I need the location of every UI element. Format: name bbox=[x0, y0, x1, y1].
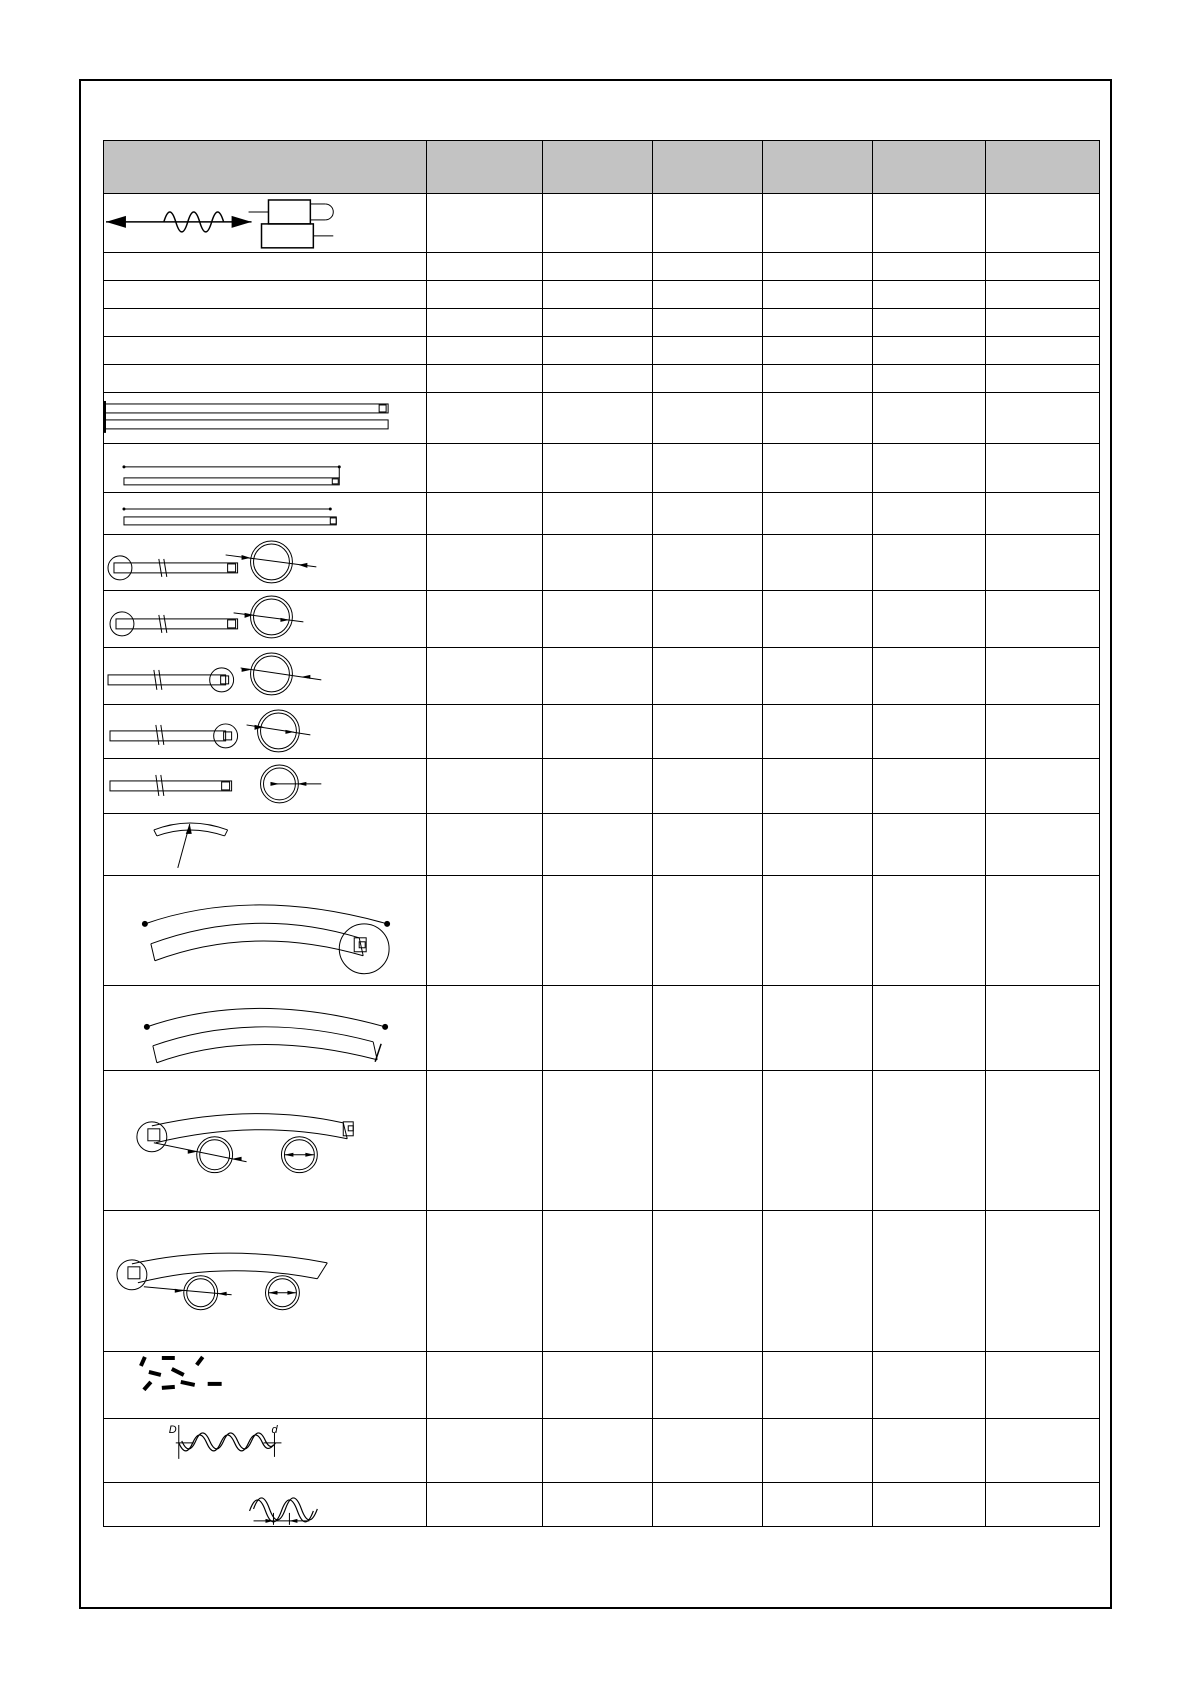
table-cell bbox=[873, 308, 986, 336]
table-cell bbox=[543, 392, 653, 443]
drawing-cell bbox=[104, 443, 427, 492]
table-cell bbox=[543, 591, 653, 648]
tube-left-detail-ring-2-icon bbox=[104, 591, 426, 647]
table-cell bbox=[427, 876, 543, 986]
table-cell bbox=[986, 492, 1100, 535]
table-cell bbox=[653, 876, 763, 986]
table-cell bbox=[763, 876, 873, 986]
table-cell bbox=[543, 814, 653, 876]
table-cell bbox=[873, 492, 986, 535]
table-cell bbox=[763, 492, 873, 535]
table-cell bbox=[653, 308, 763, 336]
table-cell bbox=[104, 280, 427, 308]
table-cell bbox=[873, 648, 986, 705]
tube-right-detail-ring-2-icon bbox=[104, 705, 426, 758]
table-row bbox=[104, 492, 1100, 535]
table-cell bbox=[427, 704, 543, 758]
table-cell bbox=[653, 985, 763, 1070]
table-cell bbox=[763, 704, 873, 758]
table-cell bbox=[763, 648, 873, 705]
table-cell bbox=[763, 443, 873, 492]
table-cell bbox=[873, 336, 986, 364]
table-cell bbox=[653, 492, 763, 535]
table-cell bbox=[873, 1351, 986, 1418]
table-cell bbox=[427, 252, 543, 280]
table-cell bbox=[543, 985, 653, 1070]
table-row bbox=[104, 1211, 1100, 1352]
table-row bbox=[104, 194, 1100, 253]
table-row bbox=[104, 336, 1100, 364]
coil-spring-dimension-icon bbox=[104, 1419, 426, 1483]
table-cell bbox=[543, 1211, 653, 1352]
table-row bbox=[104, 814, 1100, 876]
header-cell bbox=[653, 141, 763, 194]
table-cell bbox=[986, 1483, 1100, 1527]
table-cell bbox=[653, 364, 763, 392]
table-cell bbox=[653, 648, 763, 705]
table-cell bbox=[653, 336, 763, 364]
table-row bbox=[104, 648, 1100, 705]
drawing-cell bbox=[104, 814, 427, 876]
table-row bbox=[104, 392, 1100, 443]
header-cell bbox=[873, 141, 986, 194]
table-cell bbox=[427, 1483, 543, 1527]
arc-segment-icon bbox=[104, 814, 426, 875]
table-cell bbox=[543, 1070, 653, 1211]
table-row bbox=[104, 591, 1100, 648]
table-row bbox=[104, 252, 1100, 280]
table-cell bbox=[427, 492, 543, 535]
table-cell bbox=[763, 364, 873, 392]
table-cell bbox=[427, 648, 543, 705]
table-row bbox=[104, 1070, 1100, 1211]
table-cell bbox=[653, 392, 763, 443]
table-cell bbox=[543, 336, 653, 364]
drawing-cell bbox=[104, 1483, 427, 1527]
table-cell bbox=[427, 308, 543, 336]
drawing-cell bbox=[104, 648, 427, 705]
header-cell bbox=[986, 141, 1100, 194]
table-cell bbox=[873, 364, 986, 392]
table-cell bbox=[873, 1483, 986, 1527]
short-fragments-icon bbox=[104, 1352, 426, 1418]
table-cell bbox=[986, 591, 1100, 648]
table-cell bbox=[653, 194, 763, 253]
table-cell bbox=[763, 252, 873, 280]
table-cell bbox=[653, 704, 763, 758]
table-cell bbox=[873, 1070, 986, 1211]
table-cell bbox=[653, 1070, 763, 1211]
table-cell bbox=[653, 814, 763, 876]
drawing-cell bbox=[104, 591, 427, 648]
table-cell bbox=[873, 443, 986, 492]
table-cell bbox=[543, 308, 653, 336]
table-row bbox=[104, 1418, 1100, 1483]
table-cell bbox=[104, 308, 427, 336]
table-cell bbox=[543, 1351, 653, 1418]
table-row bbox=[104, 443, 1100, 492]
table-cell bbox=[763, 1070, 873, 1211]
table-cell bbox=[427, 1351, 543, 1418]
table-cell bbox=[543, 648, 653, 705]
table-cell bbox=[653, 1351, 763, 1418]
table-cell bbox=[986, 1351, 1100, 1418]
spring-pitch-icon bbox=[104, 1483, 426, 1526]
drawing-cell bbox=[104, 1418, 427, 1483]
table-cell bbox=[104, 336, 427, 364]
curved-tube-with-detail-icon bbox=[104, 876, 426, 985]
dimensioned-straight-tube-2-icon bbox=[104, 493, 426, 535]
table-cell bbox=[986, 336, 1100, 364]
table-cell bbox=[986, 443, 1100, 492]
table-cell bbox=[763, 194, 873, 253]
tube-left-detail-ring-icon bbox=[104, 535, 426, 590]
table-cell bbox=[873, 280, 986, 308]
table-cell bbox=[427, 591, 543, 648]
table-cell bbox=[427, 443, 543, 492]
table-cell bbox=[653, 591, 763, 648]
table-cell bbox=[986, 308, 1100, 336]
table-cell bbox=[986, 280, 1100, 308]
table-cell bbox=[986, 1418, 1100, 1483]
table-cell bbox=[763, 758, 873, 814]
header-cell bbox=[543, 141, 653, 194]
tube-right-detail-ring-icon bbox=[104, 648, 426, 704]
table-header-row bbox=[104, 141, 1100, 194]
table-cell bbox=[873, 252, 986, 280]
table-cell bbox=[543, 1418, 653, 1483]
curved-tube-rings-2-icon bbox=[104, 1211, 426, 1351]
table-row bbox=[104, 704, 1100, 758]
table-cell bbox=[653, 252, 763, 280]
table-row bbox=[104, 1483, 1100, 1527]
table-cell bbox=[427, 336, 543, 364]
table-cell bbox=[986, 758, 1100, 814]
table-cell bbox=[986, 876, 1100, 986]
table-cell bbox=[653, 758, 763, 814]
table-row bbox=[104, 876, 1100, 986]
table-cell bbox=[763, 1351, 873, 1418]
table-cell bbox=[763, 392, 873, 443]
table-cell bbox=[763, 336, 873, 364]
table-cell bbox=[986, 252, 1100, 280]
table-cell bbox=[427, 364, 543, 392]
table-cell bbox=[653, 1483, 763, 1527]
table-cell bbox=[873, 392, 986, 443]
spring-and-connector-icon bbox=[104, 194, 426, 252]
table-cell bbox=[543, 443, 653, 492]
table-cell bbox=[653, 443, 763, 492]
table-cell bbox=[653, 280, 763, 308]
table-cell bbox=[763, 1418, 873, 1483]
drawing-cell bbox=[104, 985, 427, 1070]
table-cell bbox=[543, 492, 653, 535]
table-cell bbox=[427, 1070, 543, 1211]
tube-with-small-ring-icon bbox=[104, 759, 426, 814]
table-cell bbox=[986, 1211, 1100, 1352]
two-long-straight-tubes-icon bbox=[104, 393, 426, 443]
table-cell bbox=[543, 535, 653, 591]
table-cell bbox=[543, 1483, 653, 1527]
curved-tube-rings-icon bbox=[104, 1071, 426, 1211]
table-cell bbox=[427, 392, 543, 443]
table-cell bbox=[763, 591, 873, 648]
table-cell bbox=[873, 814, 986, 876]
table-cell bbox=[986, 814, 1100, 876]
table-cell bbox=[986, 392, 1100, 443]
drawing-cell bbox=[104, 876, 427, 986]
table-cell bbox=[543, 194, 653, 253]
table-row bbox=[104, 535, 1100, 591]
table-row bbox=[104, 1351, 1100, 1418]
drawing-cell bbox=[104, 535, 427, 591]
table-cell bbox=[986, 1070, 1100, 1211]
table-cell bbox=[763, 1483, 873, 1527]
table-cell bbox=[543, 280, 653, 308]
header-cell bbox=[104, 141, 427, 194]
table-cell bbox=[763, 985, 873, 1070]
table-cell bbox=[763, 814, 873, 876]
table-row bbox=[104, 985, 1100, 1070]
table-cell bbox=[873, 758, 986, 814]
table-cell bbox=[427, 985, 543, 1070]
table-cell bbox=[653, 1418, 763, 1483]
table-cell bbox=[104, 252, 427, 280]
drawing-cell bbox=[104, 392, 427, 443]
drawing-cell bbox=[104, 704, 427, 758]
table-cell bbox=[763, 280, 873, 308]
table-cell bbox=[543, 364, 653, 392]
table-cell bbox=[763, 308, 873, 336]
table-cell bbox=[873, 1418, 986, 1483]
table-cell bbox=[986, 648, 1100, 705]
table-cell bbox=[986, 535, 1100, 591]
wire-diameter-label: d bbox=[271, 1423, 278, 1436]
table-cell bbox=[873, 591, 986, 648]
table-cell bbox=[986, 194, 1100, 253]
table-cell bbox=[873, 535, 986, 591]
drawing-cell bbox=[104, 758, 427, 814]
table-cell bbox=[427, 814, 543, 876]
table-cell bbox=[543, 758, 653, 814]
table-row bbox=[104, 280, 1100, 308]
table-cell bbox=[427, 758, 543, 814]
drawing-cell bbox=[104, 492, 427, 535]
table-cell bbox=[543, 704, 653, 758]
table-cell bbox=[763, 1211, 873, 1352]
table-cell bbox=[873, 1211, 986, 1352]
header-cell bbox=[427, 141, 543, 194]
table-cell bbox=[873, 985, 986, 1070]
table-cell bbox=[427, 194, 543, 253]
drawing-cell bbox=[104, 1351, 427, 1418]
table-row bbox=[104, 308, 1100, 336]
spec-table bbox=[103, 140, 1100, 1527]
table-cell bbox=[986, 704, 1100, 758]
header-cell bbox=[763, 141, 873, 194]
table-cell bbox=[653, 535, 763, 591]
table-cell bbox=[986, 364, 1100, 392]
drawing-cell bbox=[104, 194, 427, 253]
table-cell bbox=[873, 194, 986, 253]
table-row bbox=[104, 758, 1100, 814]
table-cell bbox=[427, 535, 543, 591]
table-cell bbox=[986, 985, 1100, 1070]
table-cell bbox=[873, 704, 986, 758]
table-cell bbox=[427, 1418, 543, 1483]
table-cell bbox=[653, 1211, 763, 1352]
outer-diameter-label: D bbox=[168, 1423, 177, 1436]
table-cell bbox=[543, 876, 653, 986]
table-cell bbox=[543, 252, 653, 280]
table-cell bbox=[104, 364, 427, 392]
table-cell bbox=[427, 280, 543, 308]
table-cell bbox=[873, 876, 986, 986]
curved-tube-icon bbox=[104, 986, 426, 1070]
table-row bbox=[104, 364, 1100, 392]
drawing-cell bbox=[104, 1070, 427, 1211]
drawing-cell bbox=[104, 1211, 427, 1352]
dimensioned-straight-tube-icon bbox=[104, 444, 426, 492]
table-cell bbox=[427, 1211, 543, 1352]
table-cell bbox=[763, 535, 873, 591]
